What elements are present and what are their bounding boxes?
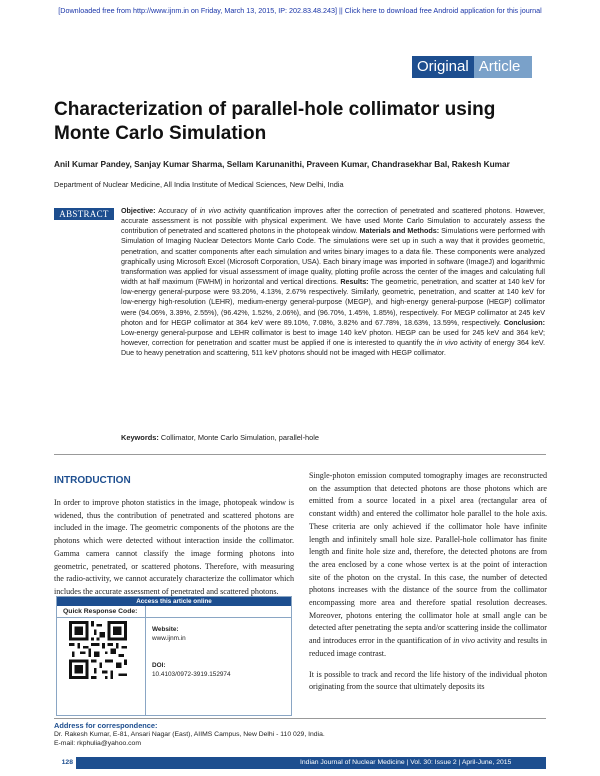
- introduction-left-column: In order to improve photon statistics in the image, photopeak window is widened, thus the contribution of penetrated and scattered photons are included in the image. The geometric components of the photons are the photons which were detected without interaction inside the collimator. Gamma camera cannot classify the image forming photons into geometric, penetrated, or scattered photons. Therefore, with measuring the radio-activity, we cannot accurately characterize the collimator which includes the accurate assessment of penetrated and scattered photons.: [54, 498, 294, 596]
- keywords-text: Collimator, Monte Carlo Simulation, parallel-hole: [158, 433, 319, 442]
- results-text: The geometric, penetration, and scatter at 140 keV for low-energy general-purpose were 93.20%, 4.13%, 2.67% respectively. Similarly, geometric, penetration, and scatter at 140 keV for low-energy high-resolution (LEHR), medium-energy general-purpose (MEGP), and high-energy general-purpose (HEGP) collimator were (94.06%, 3.39%, 2.55%), (96.42%, 1.52%, 2.06%), and (96.70%, 1.45%, 1.85%), respectively. For MEGP collimator at 245 keV photon and for HEGP collimator at 364 keV were 89.10%, 7.08%, 3.82% and 67.78%, 18.63%, 13.59%, respectively.: [121, 278, 545, 327]
- page-number: 128: [54, 757, 76, 769]
- correspondence-email[interactable]: E-mail: rkphulia@yahoo.com: [54, 740, 141, 747]
- right-paragraph-1-text-cont: activity and results in reduced image contrast.: [309, 636, 547, 658]
- abstract-label: ABSTRACT: [54, 208, 114, 220]
- conclusion-text-cont: activity of energy 364 keV. Due to heavy penetration and scattering, 511 keV photons should not be imaged with HEGP collimator.: [121, 339, 546, 358]
- doi-block: [152, 661, 231, 679]
- access-header: Access this article online: [57, 597, 291, 606]
- correspondence: [54, 721, 325, 748]
- page-footer: [54, 757, 546, 769]
- website-link[interactable]: www.ijnm.in: [152, 635, 186, 642]
- access-divider: [57, 617, 291, 618]
- right-paragraph-1-text: Single-photon emission computed tomography images are reconstructed on the assumption that detected photons are those photons which are emitted from a source located in a pixel area (rectangular area of constant width) and entered the collimator hole parallel to the hole axis. These criteria are only achieved if the collimator hole have infinite length and infinitely small hole size. Parallel-hole collimator has finite length and finite hole size and, therefore, the detected photons are from the area enclosed by a cone whose vertex is at the point of interaction site of the photon on the crystal. In this case, the number of detected photons increases with the distance of the source from the collimator encompassing more area and therefore spatial resolution decreases. Moreover, photons entering the collimator hole at small angle can be detected after penetrating the septa and/or scattering inside the collimator and introduces error in the quantification of: [309, 471, 547, 646]
- article-type-badge: [412, 56, 532, 78]
- correspondence-heading: Address for correspondence:: [54, 721, 158, 730]
- objective-heading: Objective:: [121, 207, 156, 215]
- right-paragraph-2: It is possible to track and record the life history of the individual photon originating from the source that ultimately deposits its: [309, 669, 547, 692]
- download-notice[interactable]: [Downloaded free from http://www.ijnm.in on Friday, March 13, 2015, IP: 202.83.48.243] || Click here to download free Android application for this journal: [58, 6, 542, 15]
- objective-text: Accuracy of: [155, 207, 200, 215]
- journal-info: Indian Journal of Nuclear Medicine | Vol. 30: Issue 2 | April-June, 2015: [300, 759, 512, 766]
- qr-label: Quick Response Code:: [63, 608, 138, 615]
- badge-article: Article: [474, 56, 533, 78]
- article-title: Characterization of parallel-hole collimator using Monte Carlo Simulation: [54, 99, 496, 144]
- conclusion-italic: in vivo: [436, 339, 458, 348]
- access-column-divider: [145, 606, 146, 716]
- abstract-body: [121, 206, 545, 358]
- methods-text: Simulations were performed with Simulation of Imaging Nuclear Detectors Monte Carlo Code. The simulations were set up in such a way that it provides geometric, penetration, and scatter components after each simulation and writes binary images to a data file. These components were analyzed graphically using Microsoft Excel (Microsoft Corporation, USA). Each binary image was imported in software (ImageJ) and logarithmic transformation was applied for visual assessment of image quality, plotting profile across the center of the images and calculating full width at half maximum (FWHM) in horizontal and vertical directions.: [121, 227, 545, 287]
- badge-original: Original: [412, 56, 474, 78]
- introduction-heading: INTRODUCTION: [54, 475, 131, 486]
- website-label: Website:: [152, 626, 179, 633]
- objective-text-cont: activity quantification improves after the correction of penetrated and scattered photons. However, accurate assessment is not possible with physical experiment. We have used Monte Carlo Simulation to accurately assess the contribution of penetrated and scattered photons in the photopeak window.: [121, 207, 545, 236]
- conclusion-heading: Conclusion:: [503, 318, 545, 327]
- conclusion-text: Low-energy general-purpose and LEHR collimator is best to image 140 keV photon. HEGP can be used for 245 keV and 364 keV; however, correction for penetration and scatter must be applied if one is interested to quantify the: [121, 328, 545, 348]
- right-paragraph-1: [309, 470, 547, 661]
- doi-value[interactable]: 10.4103/0972-3919.152974: [152, 671, 231, 678]
- access-article-box: [56, 596, 292, 716]
- keywords-label: Keywords:: [121, 433, 159, 442]
- objective-italic: in vivo: [199, 207, 222, 215]
- correspondence-divider: [54, 718, 546, 719]
- author-list: Anil Kumar Pandey, Sanjay Kumar Sharma, Sellam Karunanithi, Praveen Kumar, Chandrasekhar Bal, Rakesh Kumar: [54, 159, 510, 169]
- keywords: [121, 433, 319, 442]
- right-paragraph-1-italic: in vivo: [453, 636, 475, 646]
- introduction-right-column: [309, 470, 547, 694]
- results-heading: Results:: [340, 278, 369, 287]
- affiliation: Department of Nuclear Medicine, All India Institute of Medical Sciences, New Delhi, India: [54, 180, 344, 189]
- section-divider: [54, 454, 546, 455]
- methods-heading: Materials and Methods:: [359, 227, 440, 236]
- qr-code-icon[interactable]: [69, 621, 127, 679]
- website-block: [152, 625, 186, 643]
- correspondence-address: Dr. Rakesh Kumar, E-81, Ansari Nagar (East), AIIMS Campus, New Delhi - 110 029, India.: [54, 731, 325, 738]
- doi-label: DOI:: [152, 662, 166, 669]
